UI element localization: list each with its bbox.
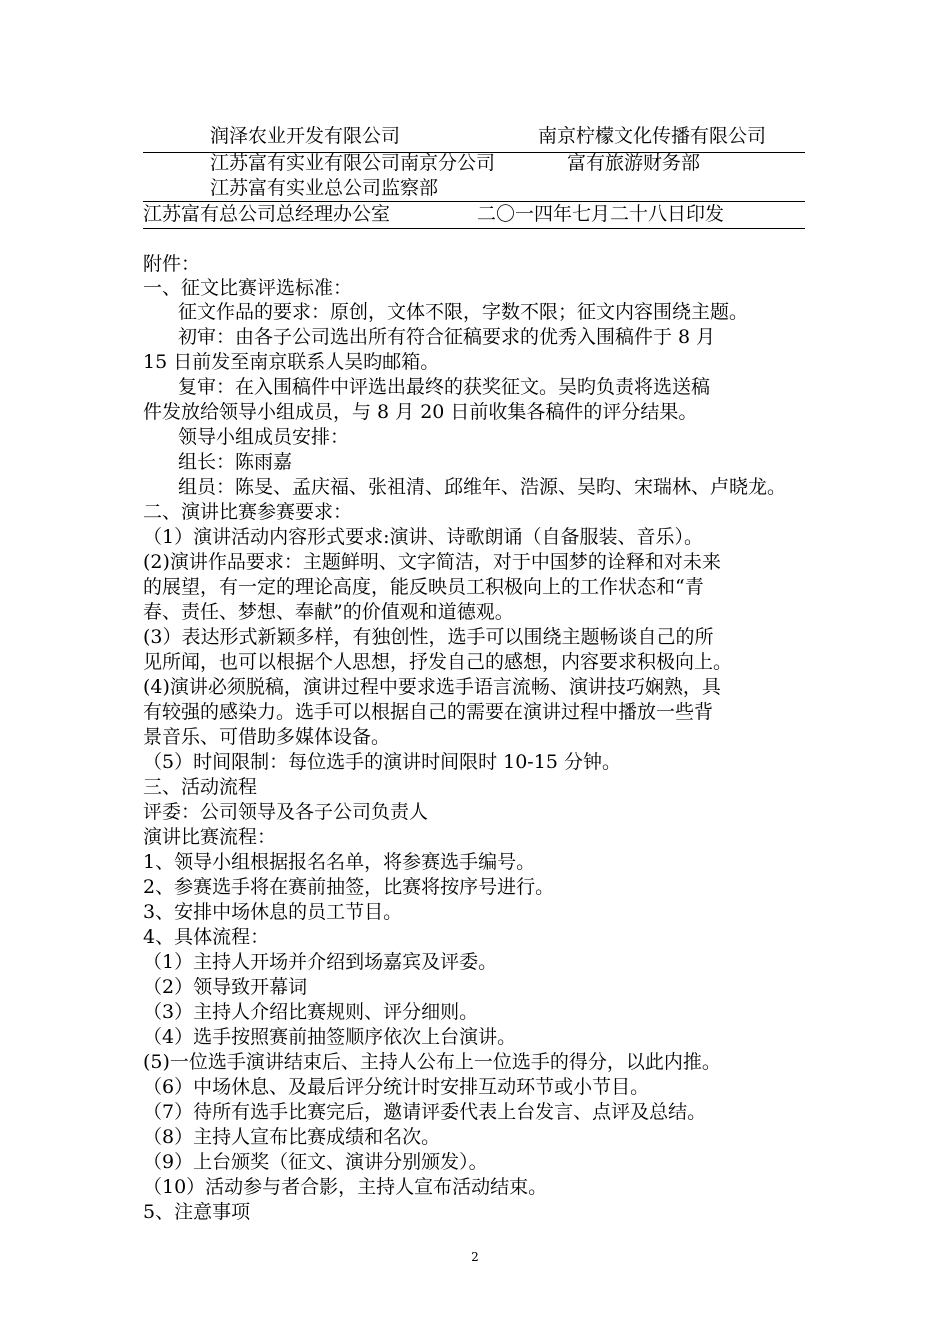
paragraph: 征文作品的要求：原创，文体不限，字数不限；征文内容围绕主题。 — [178, 301, 749, 323]
paragraph: 评委：公司领导及各子公司负责人 — [143, 801, 429, 823]
list-item: 2、参赛选手将在赛前抽签，比赛将按序号进行。 — [143, 876, 555, 898]
list-item: (3）表达形式新颖多样，有独创性，选手可以围绕主题畅谈自己的所 — [143, 626, 714, 648]
list-item: 见所闻，也可以根据个人思想，抒发自己的感想，内容要求积极向上。 — [143, 651, 733, 673]
paragraph: 15 日前发至南京联系人吴昀邮箱。 — [143, 351, 440, 373]
paragraph: 领导小组成员安排： — [178, 426, 350, 448]
list-item: 3、安排中场休息的员工节目。 — [143, 901, 403, 923]
paragraph: 复审：在入围稿件中评选出最终的获奖征文。吴昀负责将选送稿 — [178, 376, 711, 398]
list-item: (4)演讲必须脱稿，演讲过程中要求选手语言流畅、演讲技巧娴熟，具 — [143, 676, 721, 698]
recipient-2: 南京柠檬文化传播有限公司 — [538, 125, 767, 147]
issue-date: 二〇一四年七月二十八日印发 — [477, 203, 725, 225]
list-item: （2）领导致开幕词 — [143, 976, 308, 998]
list-item: 4、具体流程： — [143, 926, 270, 948]
issuer: 江苏富有总公司总经理办公室 — [143, 203, 391, 225]
paragraph: 演讲比赛流程： — [143, 826, 277, 848]
list-item: （6）中场休息、及最后评分统计时安排互动环节或小节目。 — [143, 1076, 650, 1098]
list-item: 春、责任、梦想、奉献”的价值观和道德观。 — [143, 601, 514, 623]
paragraph: 组员：陈旻、孟庆福、张祖清、邱维年、浩源、吴昀、宋瑞林、卢晓龙。 — [178, 476, 787, 498]
list-item: （10）活动参与者合影，主持人宣布活动结束。 — [143, 1176, 548, 1198]
section-3-title: 三、活动流程 — [143, 776, 258, 798]
divider-line — [143, 228, 805, 229]
section-1-title: 一、征文比赛评选标准： — [143, 277, 353, 299]
list-item: 的展望，有一定的理论高度，能反映员工积极向上的工作状态和“青 — [143, 576, 704, 598]
list-item: （7）待所有选手比赛完后，邀请评委代表上台发言、点评及总结。 — [143, 1101, 707, 1123]
paragraph: 初审：由各子公司选出所有符合征稿要求的优秀入围稿件于 8 月 — [178, 326, 716, 348]
recipient-4: 富有旅游财务部 — [567, 152, 701, 174]
recipient-5: 江苏富有实业总公司监察部 — [210, 177, 439, 199]
section-2-title: 二、演讲比赛参赛要求： — [143, 501, 353, 523]
list-item: （1）主持人开场并介绍到场嘉宾及评委。 — [143, 951, 498, 973]
paragraph: 组长：陈雨嘉 — [178, 451, 293, 473]
list-item: （3）主持人介绍比赛规则、评分细则。 — [143, 1001, 479, 1023]
list-item: (5)一位选手演讲结束后、主持人公布上一位选手的得分，以此内推。 — [143, 1051, 721, 1073]
list-item: （5）时间限制：每位选手的演讲时间限时 10-15 分钟。 — [143, 751, 621, 773]
recipient-1: 润泽农业开发有限公司 — [210, 125, 401, 147]
attachment-heading: 附件： — [143, 253, 201, 275]
list-item: 5、注意事项 — [143, 1201, 251, 1223]
list-item: （8）主持人宣布比赛成绩和名次。 — [143, 1126, 441, 1148]
recipient-3: 江苏富有实业有限公司南京分公司 — [210, 152, 496, 174]
list-item: 1、领导小组根据报名名单，将参赛选手编号。 — [143, 851, 536, 873]
list-item: (2)演讲作品要求：主题鲜明、文字简洁，对于中国梦的诠释和对未来 — [143, 551, 721, 573]
list-item: 有较强的感染力。选手可以根据自己的需要在演讲过程中播放一些背 — [143, 701, 714, 723]
page-number: 2 — [471, 1250, 479, 1264]
list-item: （4）选手按照赛前抽签顺序依次上台演讲。 — [143, 1026, 517, 1048]
paragraph: 件发放给领导小组成员，与 8 月 20 日前收集各稿件的评分结果。 — [143, 401, 698, 423]
list-item: （9）上台颁奖（征文、演讲分别颁发）。 — [143, 1151, 488, 1173]
list-item: （1）演讲活动内容形式要求:演讲、诗歌朗诵（自备服装、音乐）。 — [143, 526, 703, 548]
list-item: 景音乐、可借助多媒体设备。 — [143, 726, 391, 748]
